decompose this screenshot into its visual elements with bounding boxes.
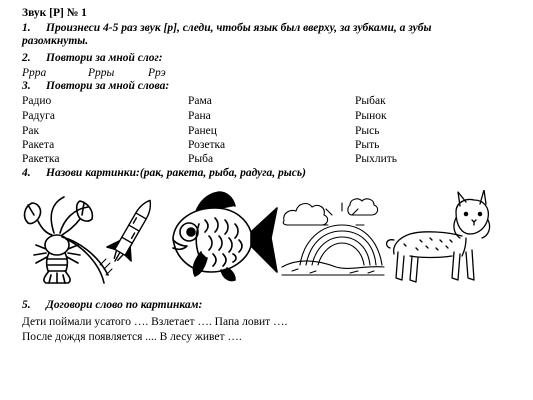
word-item: Рыба (188, 153, 214, 165)
word-item: Рана (188, 110, 211, 122)
word-item: Рак (22, 125, 40, 137)
task-1 (22, 22, 431, 35)
task-text: Назови картинки:(рак, ракета, рыба, радуга, рысь) (46, 167, 306, 179)
task-5 (22, 299, 202, 312)
task-number: 3. (22, 80, 31, 92)
word-item: Рынок (355, 110, 387, 122)
word-item: Рама (188, 95, 212, 107)
word-item: Радио (22, 95, 52, 107)
task-number: 5. (22, 299, 31, 311)
word-item: Ранец (188, 125, 217, 137)
task-number: 1. (22, 22, 31, 34)
rainbow-picture (280, 195, 385, 280)
word-item: Рыхлить (355, 153, 398, 165)
task-text: Произнеси 4-5 раз звук [р], следи, чтобы язык был вверху, за зубками, а зубы (46, 22, 432, 34)
word-item: Розетка (188, 139, 226, 151)
task-text: Повтори за мной слова: (46, 80, 170, 92)
sentence-line: Дети поймали усатого …. Взлетает …. Папа ловит …. (22, 316, 288, 328)
task-number: 2. (22, 52, 31, 64)
rocket-picture (92, 193, 167, 278)
task-4 (22, 167, 306, 180)
word-item: Рыть (355, 139, 380, 151)
lynx-picture (380, 190, 495, 285)
sentence-line: После дождя появляется .... В лесу живет …. (22, 331, 242, 343)
syllable-2: Ррры (88, 67, 115, 79)
word-item: Радуга (22, 110, 55, 122)
task-1-continuation: разомкнуты. (22, 35, 89, 47)
task-3 (22, 80, 169, 93)
task-2 (22, 52, 163, 65)
fish-picture (165, 190, 280, 285)
task-number: 4. (22, 167, 31, 179)
task-text: Повтори за мной слог: (46, 52, 163, 64)
page-title: Звук [Р] № 1 (22, 7, 87, 19)
word-item: Ракета (22, 139, 55, 151)
task-text: Договори слово по картинкам: (46, 299, 203, 311)
syllable-3: Ррэ (148, 67, 166, 79)
word-item: Рыбак (355, 95, 386, 107)
word-item: Рысь (355, 125, 380, 137)
word-item: Ракетка (22, 153, 60, 165)
syllable-1: Ррра (22, 67, 47, 79)
